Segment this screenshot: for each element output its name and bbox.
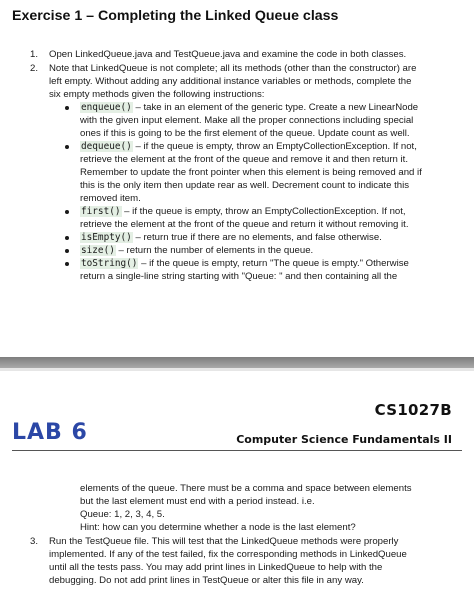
step-text: Open LinkedQueue.java and TestQueue.java and examine the code in both classes. [49,49,407,60]
bullet-dot [65,145,69,149]
step-number: 2. [30,63,39,74]
method-desc: Remember to update the front pointer when this element is being removed and if [80,167,422,178]
method-desc: – return true if there are no elements, and false otherwise. [132,232,382,243]
bullet-dot [65,106,69,110]
step-text: until all the tests pass. You may add print lines in LinkedQueue to help with the [49,562,383,573]
method-desc: – if the queue is empty, throw an EmptyCollectionException. If not, [121,206,406,217]
continued-text: Queue: 1, 2, 3, 4, 5. [80,509,165,520]
continued-text: Hint: how can you determine whether a node is the last element? [80,522,356,533]
course-name: Computer Science Fundamentals II [236,433,452,446]
method-desc: this is the only item then update rear as well. Decrement count to indicate this [80,180,410,191]
bullet-dot [65,236,69,240]
step-text: left empty. Without adding any additional instance variables or methods, complete the [49,76,412,87]
bullet-dot [65,249,69,253]
step-text: implemented. If any of the test failed, fix the corresponding methods in LinkedQueue [49,549,407,560]
method-code: enqueue() [81,102,132,113]
method-item-isempty [80,231,382,244]
step-text: six empty methods given the following instructions: [49,89,265,100]
method-desc: removed item. [80,193,141,204]
method-code: isEmpty() [81,232,132,243]
exercise-title: Exercise 1 – Completing the Linked Queue class [12,8,339,24]
method-desc: – return the number of elements in the queue. [115,245,314,256]
method-desc: retrieve the element at the front of the queue and remove it and then return it. [80,154,408,165]
method-code: toString() [81,258,138,269]
method-item-enqueue [80,101,418,114]
method-desc: with the given input element. Make all the proper connections including special [80,115,414,126]
method-desc: – if the queue is empty, return "The queue is empty." Otherwise [138,258,409,269]
step-text: debugging. Do not add print lines in TestQueue or alter this file in any way. [49,575,364,586]
method-item-first [80,205,406,218]
method-item-dequeue [80,140,417,153]
method-code: dequeue() [81,141,132,152]
method-desc: – if the queue is empty, throw an EmptyCollectionException. If not, [132,141,417,152]
page-divider [0,357,474,368]
step-text: Note that LinkedQueue is not complete; all its methods (other than the constructor) are [49,63,417,74]
header-rule [12,450,462,451]
continued-text: but the last element must end with a period instead. i.e. [80,496,315,507]
continued-text: elements of the queue. There must be a comma and space between elements [80,483,412,494]
method-code: size() [81,245,115,256]
step-number: 1. [30,49,39,60]
step-number: 3. [30,536,39,547]
lab-title: LAB 6 [12,420,88,445]
bullet-dot [65,210,69,214]
course-code: CS1027B [374,401,452,419]
bullet-dot [65,262,69,266]
method-desc: ones if this is going to be the first element of the queue. Update count as well. [80,128,410,139]
method-desc: retrieve the element at the front of the queue and return it without removing it. [80,219,409,230]
method-code: first() [81,206,121,217]
method-desc: – take in an element of the generic type. Create a new LinearNode [132,102,419,113]
method-desc: return a single-line string starting with "Queue: " and then containing all the [80,271,398,282]
step-text: Run the TestQueue file. This will test that the LinkedQueue methods were properly [49,536,399,547]
page-divider-shadow [0,368,474,371]
method-item-size [80,244,313,257]
method-item-tostring [80,257,409,270]
